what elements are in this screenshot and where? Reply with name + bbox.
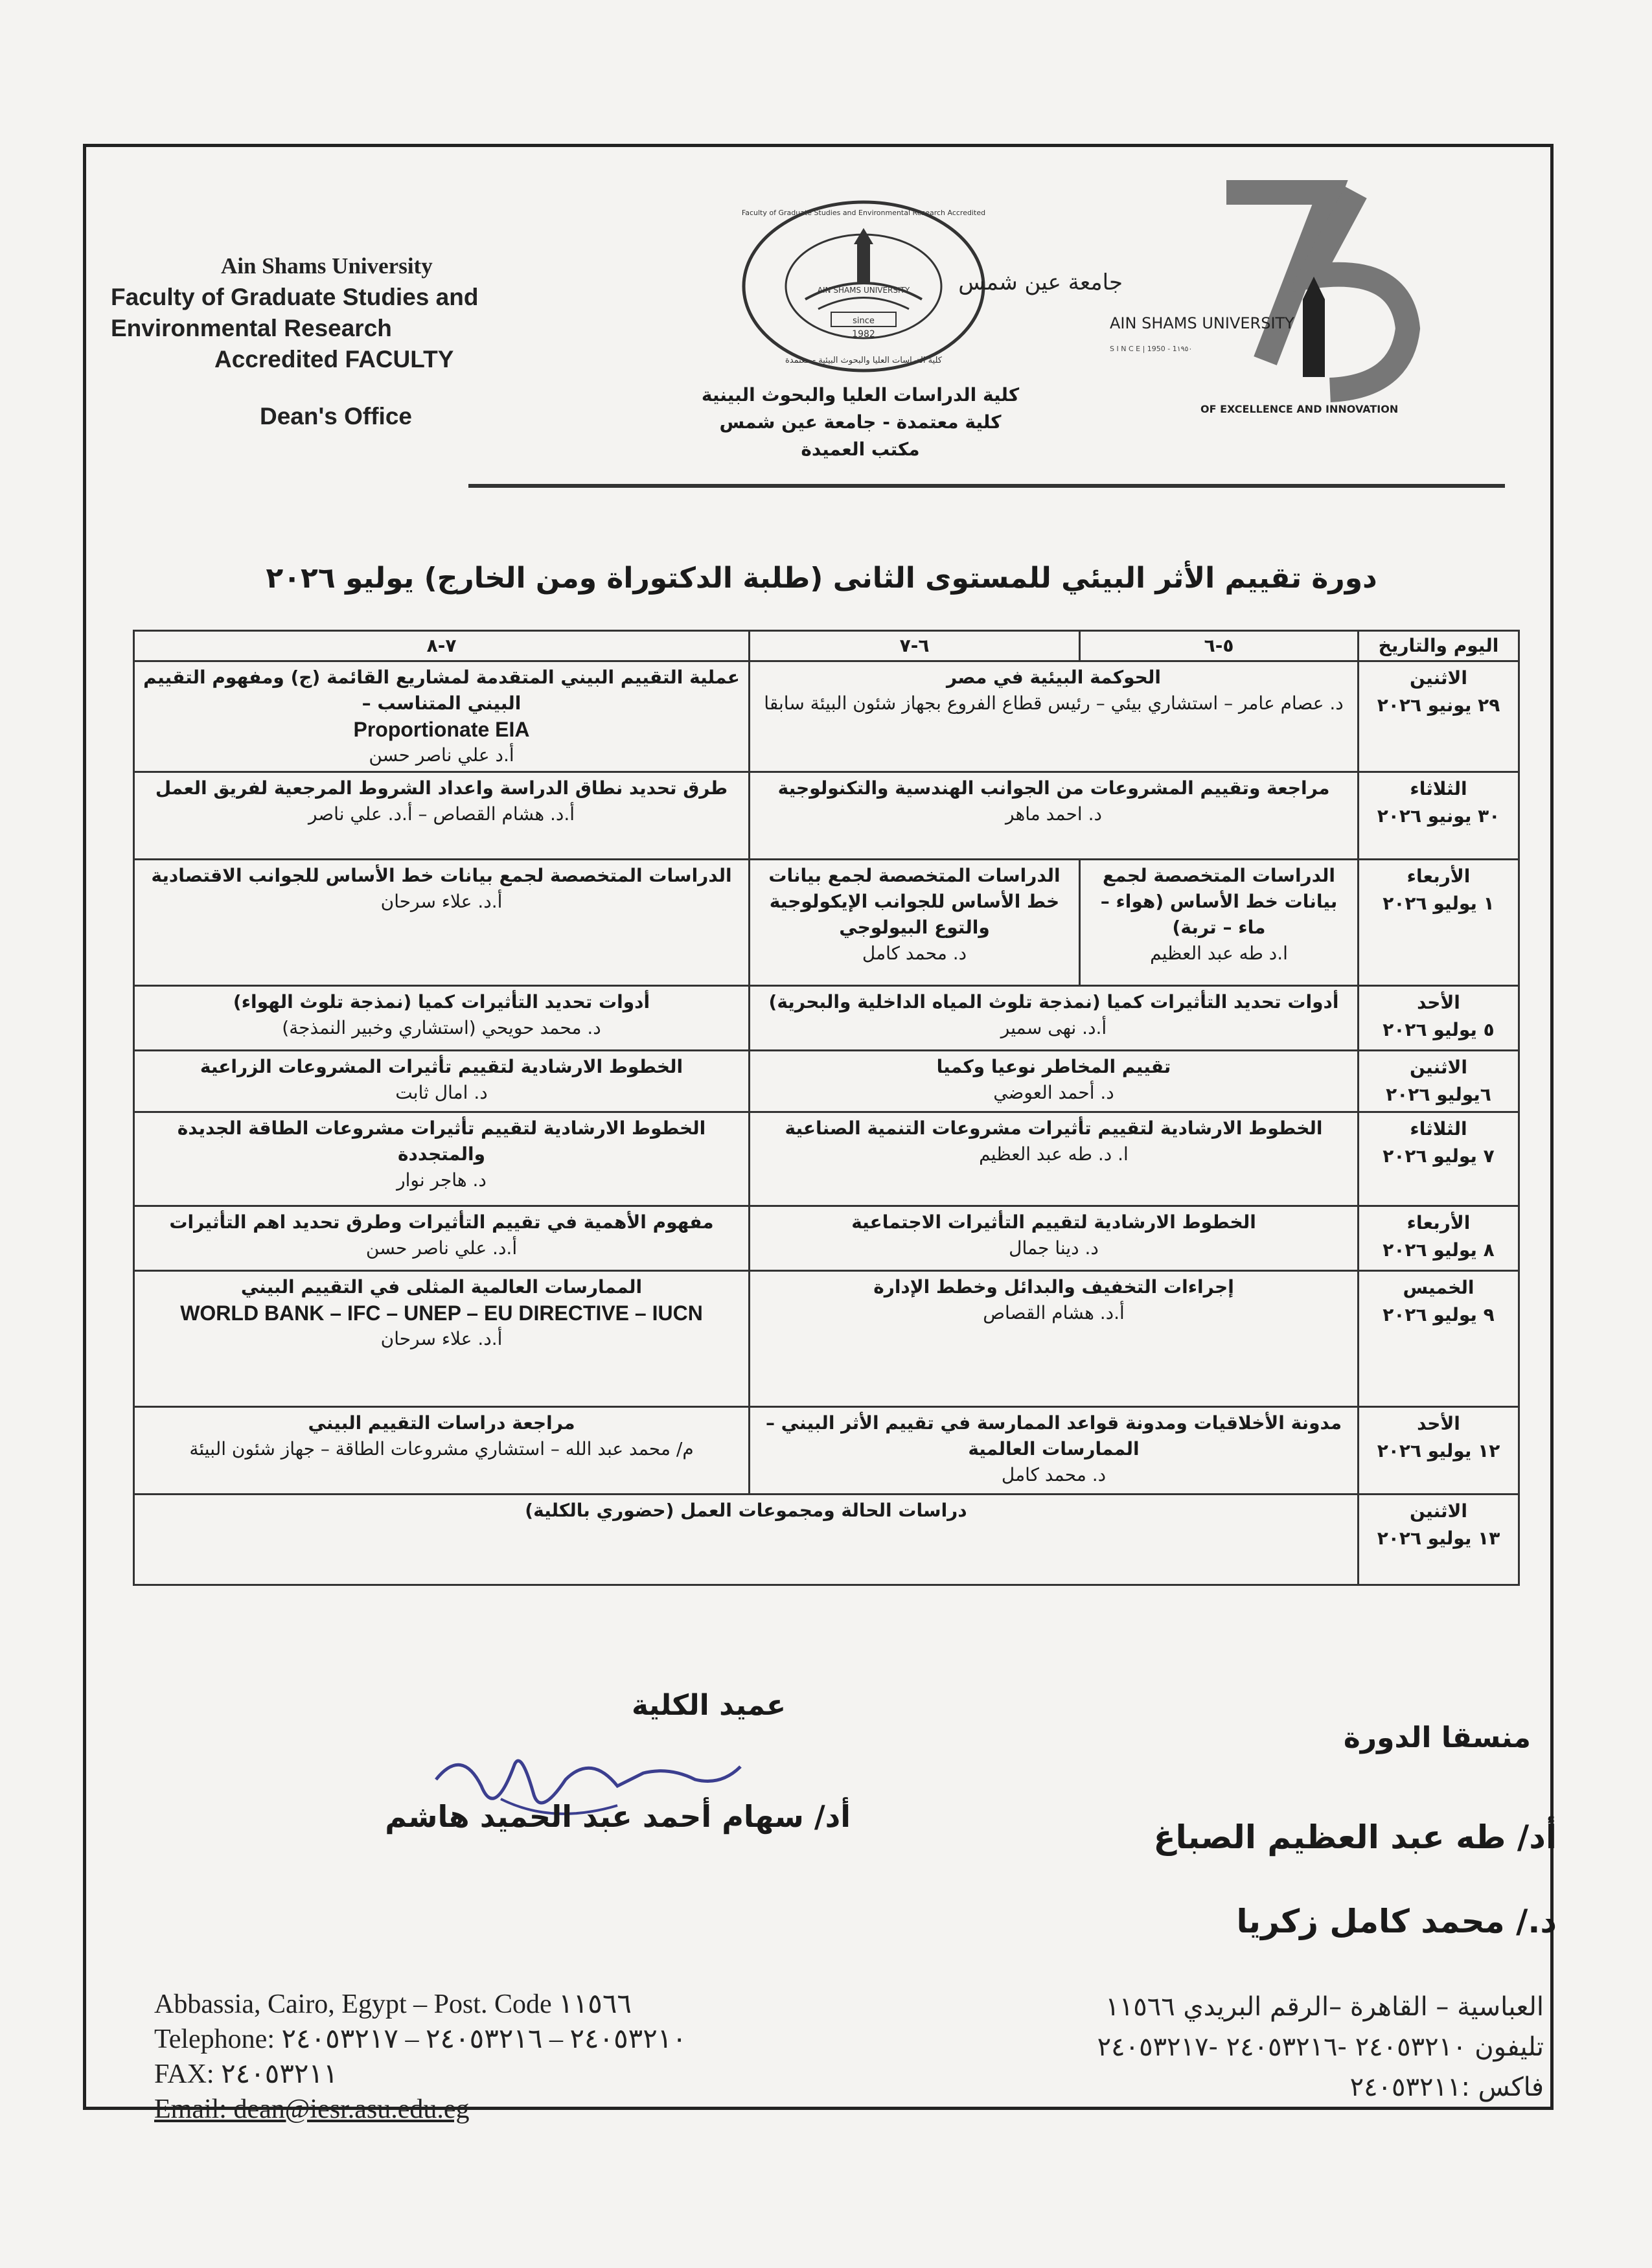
coordinators-title: منسقا الدورة [1343, 1721, 1531, 1754]
session-title: أدوات تحديد التأثيرات كميا (نمذجة تلوث المياه الداخلية والبحرية) [768, 991, 1339, 1013]
day-cell [1359, 661, 1519, 772]
day-date: ٣٠ يونيو ٢٠٢٦ [1377, 805, 1500, 827]
seal-center-text: AIN SHAMS UNIVERSITY [817, 286, 910, 295]
day-name: الأحد [1417, 992, 1460, 1013]
dean-name: أد/ سهام أحمد عبد الحميد هاشم [385, 1799, 851, 1834]
table-row [134, 1206, 1519, 1271]
session-lecturer: د. هاجر نوار [396, 1169, 487, 1191]
session-lecturer: د. عصام عامر – استشاري بيئي – رئيس قطاع الفروع بجهاز شئون البيئة سابقا [764, 693, 1344, 714]
day-cell [1359, 772, 1519, 860]
session-lecturer: ا.د طه عبد العظيم [1150, 943, 1288, 964]
logo-arabic-text: جامعة عين شمس [958, 269, 1123, 295]
page-frame [83, 144, 1557, 2124]
session-cell [750, 661, 1359, 772]
session-cell [1080, 860, 1359, 986]
day-date: ٢٩ يونيو ٢٠٢٦ [1377, 694, 1500, 716]
table-row [134, 1407, 1519, 1495]
coordinator-name-1: أد/ طه عبد العظيم الصباغ [1153, 1818, 1557, 1856]
session-lecturer: أ.د. هشام القصاص [983, 1302, 1125, 1323]
session-title: الممارسات العالمية المثلى في التقييم البيني [240, 1276, 643, 1298]
session-cell [134, 1495, 1359, 1585]
day-cell [1359, 1495, 1519, 1585]
coordinator-name-2: د./ محمد كامل زكريا [1236, 1903, 1557, 1940]
session-title: الخطوط الارشادية لتقييم تأثيرات مشروعات الطاقة الجديدة والمتجددة [177, 1117, 706, 1165]
schedule-table [133, 630, 1520, 1586]
footer-address-en: Abbassia, Cairo, Egypt – Post. Code ١١٥٦٦ [154, 1989, 632, 2019]
session-lecturer: د. احمد ماهر [1005, 803, 1102, 825]
seal-year-text: 1982 [852, 329, 875, 339]
footer-email-link[interactable]: Email: dean@iesr.asu.edu.eg [154, 2094, 470, 2124]
footer-english [154, 1987, 802, 2127]
header-slot-6-7: ٦-٧ [750, 631, 1080, 661]
day-date: ٧ يوليو ٢٠٢٦ [1382, 1145, 1495, 1167]
day-name: الخميس [1403, 1277, 1474, 1298]
session-cell [134, 1051, 750, 1112]
seal-ring-text-ar: كلية الدراسات العليا والبحوث البيئية - معتمدة [785, 356, 942, 365]
table-row [134, 1051, 1519, 1112]
day-name: الأحد [1417, 1413, 1460, 1434]
session-title: طرق تحديد نطاق الدراسة واعداد الشروط المرجعية لفريق العمل [155, 777, 728, 799]
letterhead-english [111, 251, 564, 432]
faculty-name-line2: Environmental Research [111, 315, 392, 341]
day-date: ٩ يوليو ٢٠٢٦ [1382, 1304, 1495, 1325]
session-cell [134, 986, 750, 1051]
session-cell [134, 1206, 750, 1271]
letterhead [86, 147, 1550, 497]
day-date: ١٢ يوليو ٢٠٢٦ [1377, 1440, 1500, 1461]
session-cell [750, 1407, 1359, 1495]
schedule-header-row [134, 631, 1519, 661]
session-cell [134, 772, 750, 860]
session-title: الحوكمة البيئية في مصر [946, 667, 1161, 688]
footer-address-ar: العباسية – القاهرة –الرقم البريدي ١١٥٦٦ [1105, 1992, 1544, 2022]
day-cell [1359, 860, 1519, 986]
day-name: الأربعاء [1406, 1212, 1471, 1233]
day-date: ١ يوليو ٢٠٢٦ [1382, 893, 1495, 914]
session-title: الخطوط الارشادية لتقييم التأثيرات الاجتماعية [851, 1211, 1256, 1233]
day-cell [1359, 1407, 1519, 1495]
session-title: الدراسات المتخصصة لجمع بيانات خط الأساس للجوانب الإيكولوجية والتوع البيولوجي [768, 865, 1061, 938]
day-name: الاثنين [1409, 1057, 1468, 1078]
seal-since-text: since [853, 316, 875, 326]
session-cell [750, 1271, 1359, 1407]
day-name: الاثنين [1409, 1500, 1468, 1522]
university-name: Ain Shams University [221, 253, 433, 279]
session-title: إجراءات التخفيف والبدائل وخطط الإدارة [873, 1276, 1234, 1298]
table-row [134, 1271, 1519, 1407]
session-title: عملية التقييم البيني المتقدمة لمشاريع القائمة (ج) ومفهوم التقييم البيني المتناسب – [143, 667, 740, 714]
document-title: دورة تقييم الأثر البيئي للمستوى الثانى (طلبة الدكتوراة ومن الخارج) يوليو ٢٠٢٦ [266, 562, 1377, 595]
deans-office-label: Dean's Office [260, 403, 412, 430]
session-title-latin: WORLD BANK – IFC – UNEP – EU DIRECTIVE – IUCN [180, 1301, 703, 1325]
session-title: مراجعة وتقييم المشروعات من الجوانب الهندسية والتكنولوجية [777, 777, 1330, 799]
faculty-name-ar: كلية الدراسات العليا والبحوث البينية [701, 384, 1020, 406]
header-day-date: اليوم والتاريخ [1359, 631, 1519, 661]
session-lecturer: د. أحمد العوضي [993, 1082, 1114, 1103]
session-lecturer: أ.د. علاء سرحان [380, 1328, 503, 1349]
accredited-label-ar: كلية معتمدة - جامعة عين شمس [719, 411, 1002, 433]
header-divider [468, 484, 1505, 488]
session-title: الدراسات المتخصصة لجمع بيانات خط الأساس (هواء – ماء – تربة) [1100, 865, 1338, 938]
session-lecturer: ا. د. طه عبد العظيم [979, 1143, 1129, 1165]
logo-since-text: S I N C E | 1950 - 1١٩٥٠ [1110, 345, 1193, 353]
session-title: دراسات الحالة ومجموعات العمل (حضوري بالكلية) [525, 1500, 967, 1521]
session-title-latin: Proportionate EIA [353, 718, 530, 741]
session-title: أدوات تحديد التأثيرات كميا (نمذجة تلوث الهواء) [233, 991, 650, 1013]
dean-title: عميد الكلية [631, 1689, 786, 1722]
footer-fax-ar: فاكس :٢٤٠٥٣٢١١ [1349, 2072, 1544, 2102]
session-cell [134, 1407, 750, 1495]
day-cell [1359, 1206, 1519, 1271]
session-cell [134, 1271, 750, 1407]
session-title: الخطوط الارشادية لتقييم تأثيرات مشروعات التنمية الصناعية [785, 1117, 1323, 1139]
footer-arabic [974, 1987, 1544, 2107]
accredited-label: Accredited FACULTY [214, 346, 454, 372]
session-title: تقييم المخاطر نوعيا وكميا [936, 1056, 1171, 1077]
asu-75-logo-icon [958, 166, 1498, 426]
session-lecturer: أ.د علي ناصر حسن [369, 744, 514, 766]
logo-english-text: AIN SHAMS UNIVERSITY [1110, 314, 1294, 332]
session-cell [750, 860, 1080, 986]
day-date: ٥ يوليو ٢٠٢٦ [1382, 1019, 1495, 1040]
session-lecturer: أ.د. هشام القصاص – أ.د. علي ناصر [308, 803, 575, 825]
session-lecturer: د. امال ثابت [395, 1082, 488, 1103]
session-cell [750, 1112, 1359, 1206]
session-cell [750, 986, 1359, 1051]
session-lecturer: د. محمد حويحي (استشاري وخبير النمذجة) [282, 1017, 601, 1038]
day-cell [1359, 1271, 1519, 1407]
session-lecturer: أ.د. علاء سرحان [380, 891, 503, 912]
day-cell [1359, 1112, 1519, 1206]
session-lecturer: د. محمد كامل [862, 943, 967, 964]
footer [86, 1987, 1550, 2124]
session-lecturer: د. محمد كامل [1001, 1464, 1107, 1485]
day-name: الثلاثاء [1410, 778, 1467, 799]
session-lecturer: أ.د. نهى سمير [1000, 1017, 1107, 1038]
session-title: مفهوم الأهمية في تقييم التأثيرات وطرق تحديد اهم التأثيرات [169, 1211, 714, 1233]
table-row [134, 1495, 1519, 1585]
table-row [134, 772, 1519, 860]
session-cell [750, 772, 1359, 860]
session-title: الدراسات المتخصصة لجمع بيانات خط الأساس للجوانب الاقتصادية [151, 865, 732, 886]
faculty-name-line1: Faculty of Graduate Studies and [111, 284, 479, 310]
seal-ring-text: Faculty of Graduate Studies and Environmental Research Accredited [741, 209, 986, 217]
logo-tagline: OF EXCELLENCE AND INNOVATION [1200, 403, 1399, 415]
footer-fax-en: FAX: ٢٤٠٥٣٢١١ [154, 2059, 338, 2089]
table-row [134, 860, 1519, 986]
signatures-section [86, 1689, 1557, 1961]
session-title: مدونة الأخلاقيات ومدونة قواعد الممارسة في تقييم الأثر البيني – الممارسات العالمية [765, 1412, 1342, 1460]
day-cell [1359, 986, 1519, 1051]
session-cell [134, 1112, 750, 1206]
day-name: الثلاثاء [1410, 1118, 1467, 1140]
day-name: الأربعاء [1406, 865, 1471, 887]
letterhead-arabic [650, 382, 1071, 463]
session-lecturer: د. دينا جمال [1009, 1237, 1099, 1259]
table-row [134, 661, 1519, 772]
day-cell [1359, 1051, 1519, 1112]
session-lecturer: م/ محمد عبد الله – استشاري مشروعات الطاقة – جهاز شئون البيئة [189, 1438, 694, 1460]
session-title: الخطوط الارشادية لتقييم تأثيرات المشروعات الزراعية [200, 1056, 683, 1077]
day-name: الاثنين [1409, 667, 1468, 689]
day-date: ٦يوليو ٢٠٢٦ [1386, 1084, 1491, 1105]
table-row [134, 1112, 1519, 1206]
footer-phone-ar: تليفون ٢٤٠٥٣٢١٠ -٢٤٠٥٣٢١٦ -٢٤٠٥٣٢١٧ [1097, 2032, 1544, 2062]
session-title: مراجعة دراسات التقييم البيني [308, 1412, 575, 1434]
session-cell [750, 1051, 1359, 1112]
session-cell [134, 661, 750, 772]
footer-telephone-en: Telephone: ٢٤٠٥٣٢١٠ – ٢٤٠٥٣٢١٦ – ٢٤٠٥٣٢١٧ [154, 2024, 687, 2054]
day-date: ١٣ يوليو ٢٠٢٦ [1377, 1528, 1500, 1549]
header-slot-7-8: ٧-٨ [134, 631, 750, 661]
deans-office-ar: مكتب العميدة [801, 439, 920, 460]
table-row [134, 986, 1519, 1051]
day-date: ٨ يوليو ٢٠٢٦ [1382, 1239, 1495, 1261]
session-cell [750, 1206, 1359, 1271]
session-lecturer: أ.د. علي ناصر حسن [365, 1237, 518, 1259]
header-slot-5-6: ٥-٦ [1080, 631, 1359, 661]
session-cell [134, 860, 750, 986]
